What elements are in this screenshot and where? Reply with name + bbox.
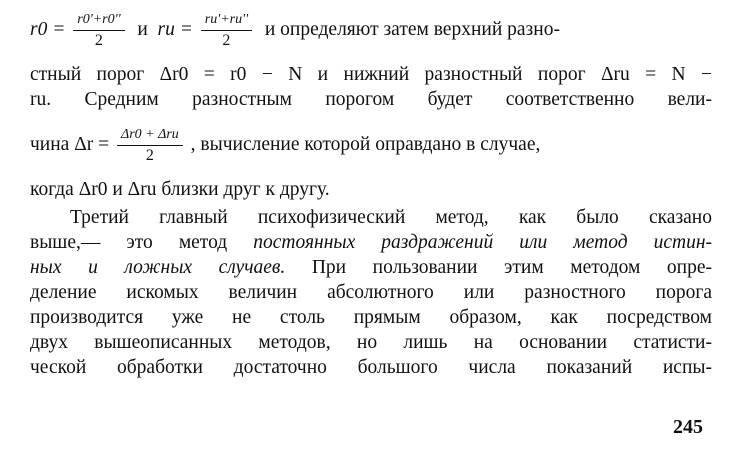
text-line-2: ru. Средним разностным порогом будет соответственно вели- (30, 89, 712, 110)
para2-line-1: Третий главный психофизический метод, как было сказано (70, 207, 712, 228)
formula-line (30, 12, 712, 49)
formula2-lead: чина Δr = (30, 133, 110, 155)
para2-line-2-start: выше,— это метод (30, 232, 254, 253)
para2-line-6: двух вышеописанных методов, но лишь на основании статисти- (30, 332, 712, 353)
para2-line-7: ческой обработки достаточно большого числа показаний испы- (30, 357, 712, 378)
para2-line-3-italic: ных и ложных случаев. (30, 257, 286, 278)
eq1-lhs: r0 = (30, 18, 66, 40)
formula2-denominator: 2 (145, 147, 154, 164)
para2-line-2-italic: постоянных раздражений или метод истин- (253, 232, 713, 253)
page-number: 245 (673, 416, 703, 438)
para2-line-2 (30, 231, 712, 255)
and-word: и (137, 18, 148, 40)
formula2-text: , вычисление которой оправдано в случае, (190, 133, 541, 155)
eq1-fraction (73, 12, 124, 49)
eq2-lhs: ru = (157, 18, 193, 40)
formula-line-2 (30, 127, 712, 164)
formula2-fraction (117, 127, 183, 164)
para2-line-4: деление искомых величин абсолютного или разностного порога (30, 282, 712, 303)
text-line-1: стный порог Δr0 = r0 − N и нижний разностный порог Δru = N − (30, 64, 712, 85)
eq1-denominator: 2 (94, 32, 103, 49)
para2-line-5: производится уже не столь прямым образом, как посредством (30, 307, 712, 328)
para2-line-3-rest: При пользовании этим методом опре- (285, 257, 712, 278)
eq2-denominator: 2 (222, 32, 231, 49)
para2-line-3 (30, 256, 712, 280)
eq2-numerator: ru'+ru'' (201, 12, 252, 31)
formula-line-text: и определяют затем верхний разно- (264, 18, 560, 40)
formula2-numerator: Δr0 + Δru (117, 127, 183, 146)
eq2-fraction (201, 12, 252, 49)
eq1-numerator: r0'+r0'' (73, 12, 124, 31)
text-line-closing: когда Δr0 и Δru близки друг к другу. (30, 179, 330, 200)
